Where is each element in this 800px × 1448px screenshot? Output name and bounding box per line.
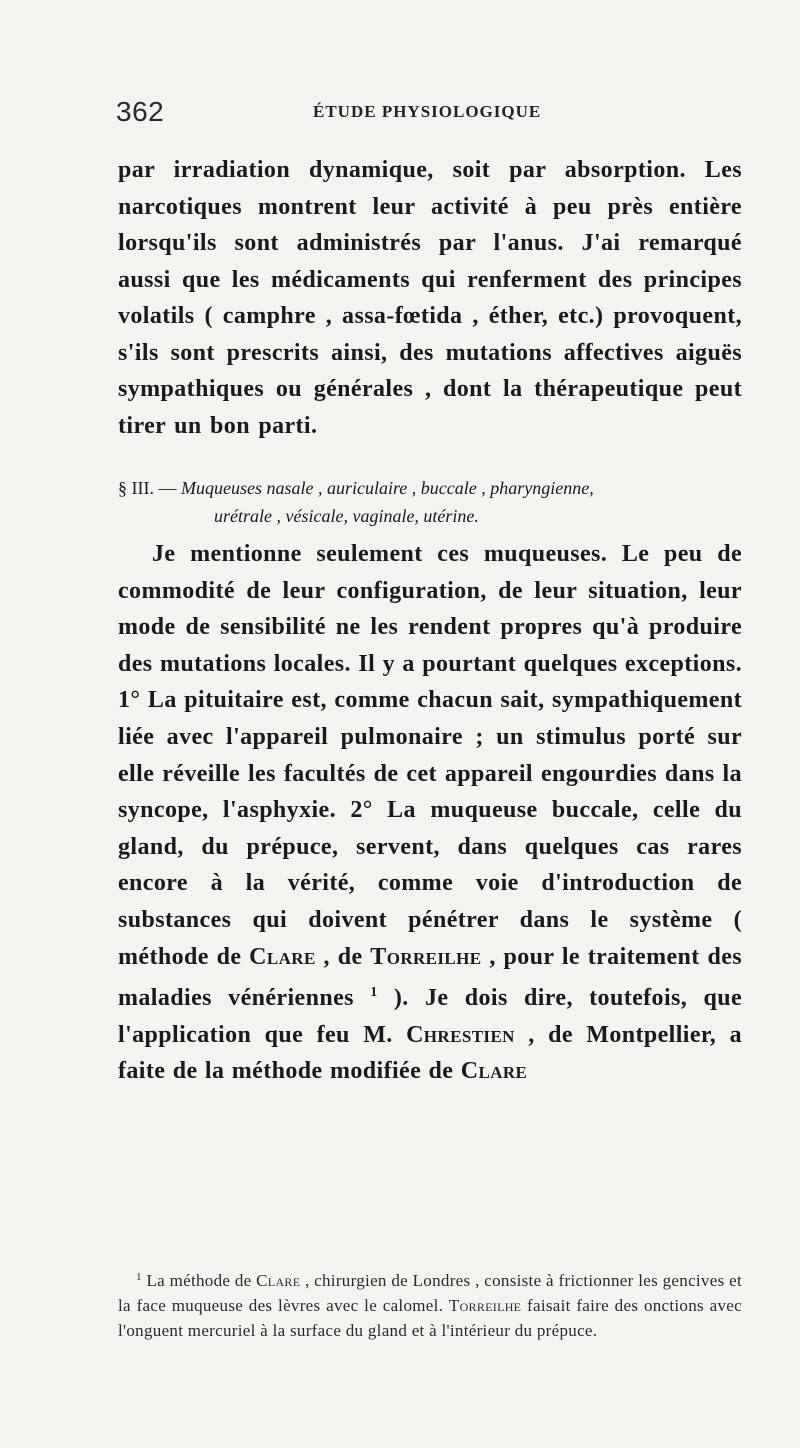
- section-title-line-2: urétrale , vésicale, vaginale, utérine.: [214, 506, 479, 526]
- footnote-reference: 1: [370, 985, 378, 1001]
- paragraph-2-part-4: ). Je dois dire, toutefois, que l'application que feu M.: [118, 985, 742, 1048]
- footnote-marker: 1: [136, 1271, 142, 1283]
- footnote: [118, 1265, 742, 1343]
- footnote-name-torreilhe: Torreilhe: [448, 1296, 522, 1315]
- paragraph-2-text: [118, 536, 742, 1090]
- paragraph-1-text: par irradiation dynamique, soit par absorption. Les narcotiques montrent leur activité à peu près entière lorsqu'ils sont administrés par l'anus. J'ai remarqué aussi que les médicaments qui renferment des principes volatils ( camphre , assa-fœtida , éther, etc.) provoquent, s'ils sont prescrits ainsi, des mutations affectives aiguës sympathiques ou générales , dont la thérapeutique peut tirer un bon parti.: [118, 157, 742, 439]
- footnote-part-1: La méthode de: [141, 1271, 257, 1290]
- section-title-line-1: Muqueuses nasale , auriculaire , buccale , pharyngienne,: [180, 478, 594, 498]
- footnote-text: [118, 1265, 742, 1343]
- paragraph-2: [118, 536, 742, 1090]
- page-number: 362: [116, 96, 165, 127]
- page-header: [116, 96, 740, 136]
- author-name-torreilhe: Torreilhe: [370, 943, 482, 970]
- author-name-clare: Clare: [249, 943, 316, 970]
- section-number: § III.: [118, 478, 154, 498]
- paragraph-2-part-5: , de Montpellier, a faite de la méthode modifiée de: [118, 1021, 742, 1085]
- paragraph-1: [118, 152, 742, 444]
- paragraph-2-part-3: , pour le traitement des maladies vénériennes: [118, 943, 742, 1012]
- footnote-part-2: , chirurgien de Londres , consiste à frictionner les gencives et la face muqueuse des lèvres avec le calomel.: [118, 1271, 742, 1315]
- author-name-clare-2: Clare: [460, 1058, 528, 1085]
- paragraph-2-part-1: Je mentionne seulement ces muqueuses. Le peu de commodité de leur configuration, de leur situation, leur mode de sensibilité ne les rendent propres qu'à produire des mutations locales. Il y a pourtant quelques exceptions. 1° La pituitaire est, comme chacun sait, sympathiquement liée avec l'appareil pulmonaire ; un stimulus porté sur elle réveille les facultés de cet appareil engourdies dans la syncope, l'asphyxie. 2° La muqueuse buccale, celle du gland, du prépuce, servent, dans quelques cas rares encore à la vérité, comme voie d'introduction de substances qui doivent pénétrer dans le système ( méthode de: [118, 541, 742, 970]
- section-heading: [118, 474, 742, 530]
- section-dash: —: [153, 478, 181, 498]
- paragraph-2-part-2: , de: [315, 943, 371, 970]
- running-head: ÉTUDE PHYSIOLOGIQUE: [313, 102, 542, 121]
- author-name-chrestien: Chrestien: [406, 1021, 515, 1048]
- footnote-name-clare: Clare: [256, 1271, 301, 1290]
- footnote-part-3: faisait faire des onctions avec l'onguent mercuriel à la surface du gland et à l'intérieur du prépuce.: [118, 1296, 742, 1340]
